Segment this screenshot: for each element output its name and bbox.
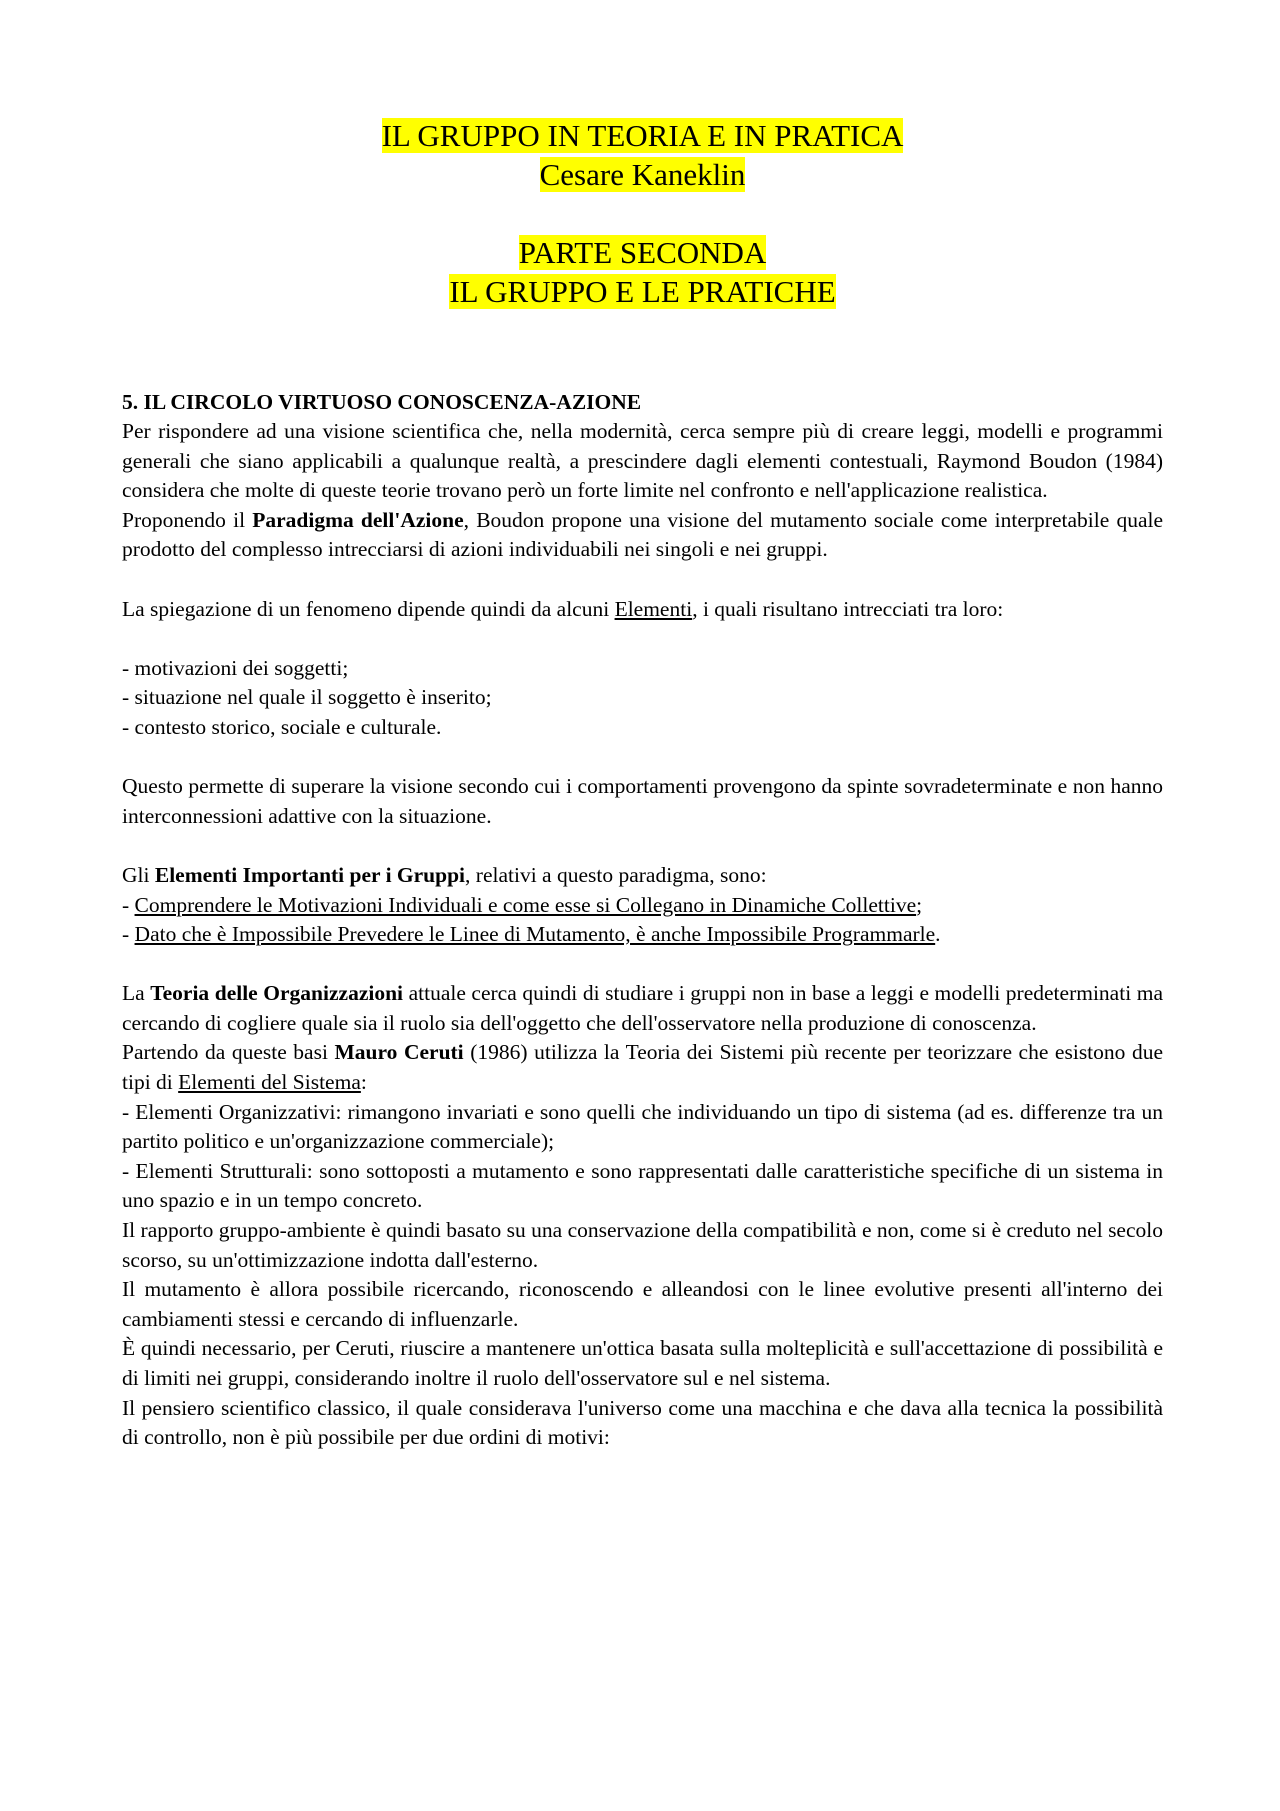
term-paradigma-azione: Paradigma dell'Azione	[252, 507, 464, 532]
part-title: IL GRUPPO E LE PRATICHE	[449, 274, 836, 309]
paragraph-6: La Teoria delle Organizzazioni attuale cerca quindi di studiare i gruppi non in base a leggi e modelli predeterminati ma cercando di cogliere quale sia il ruolo sia dell'oggetto che dell'osservatore nella produzione di conoscenza.	[122, 981, 1163, 1035]
paragraph-5: Gli Elementi Importanti per i Gruppi, relativi a questo paradigma, sono:	[122, 862, 767, 887]
term-elementi: Elementi	[614, 596, 693, 621]
document-body	[122, 417, 1163, 1453]
paragraph-11: Il mutamento è allora possibile ricercando, riconoscendo e alleandosi con le linee evolutive presenti all'interno dei cambiamenti stessi e cercando di influenzarle.	[122, 1277, 1163, 1331]
paragraph-13: Il pensiero scientifico classico, il quale considerava l'universo come una macchina e che dava alla tecnica la possibilità di controllo, non è più possibile per due ordini di motivi:	[122, 1395, 1163, 1450]
term-elementi-sistema: Elementi del Sistema	[178, 1070, 361, 1095]
list-item: - contesto storico, sociale e culturale.	[122, 714, 442, 739]
part-label: PARTE SECONDA	[518, 235, 767, 270]
paragraph-10: Il rapporto gruppo-ambiente è quindi basato su una conservazione della compatibilità e non, come si è creduto nel secolo scorso, su un'ottimizzazione indotta dall'esterno.	[122, 1218, 1163, 1272]
term-elementi-importanti: Elementi Importanti per i Gruppi	[154, 862, 466, 887]
title-block	[122, 116, 1163, 311]
paragraph-1: Per rispondere ad una visione scientifica che, nella modernità, cerca sempre più di creare leggi, modelli e programmi generali che siano applicabili a qualunque realtà, a prescindere dagli elementi contestuali, Raymond Boudon (1984) considera che molte di queste teorie trovano però un forte limite nel confronto e nell'applicazione realistica.	[122, 419, 1163, 503]
list-item: - situazione nel quale il soggetto è inserito;	[122, 685, 492, 710]
document-author: Cesare Kaneklin	[539, 157, 746, 192]
term-mauro-ceruti: Mauro Ceruti	[334, 1040, 464, 1065]
paragraph-3: La spiegazione di un fenomeno dipende quindi da alcuni Elementi, i quali risultano intrecciati tra loro:	[122, 596, 1004, 621]
paragraph-7: Partendo da queste basi Mauro Ceruti (1986) utilizza la Teoria dei Sistemi più recente per teorizzare che esistono due tipi di Elementi del Sistema:	[122, 1040, 1164, 1095]
document-title: IL GRUPPO IN TEORIA E IN PRATICA	[381, 118, 904, 153]
term-teoria-organizzazioni: Teoria delle Organizzazioni	[150, 981, 404, 1006]
list-item: - Dato che è Impossibile Prevedere le Linee di Mutamento, è anche Impossibile Programmarle.	[122, 922, 941, 947]
section-heading: 5. IL CIRCOLO VIRTUOSO CONOSCENZA-AZIONE	[122, 390, 642, 414]
paragraph-8: - Elementi Organizzativi: rimangono invariati e sono quelli che individuando un tipo di sistema (ad es. differenze tra un partito politico e un'organizzazione commerciale);	[122, 1099, 1163, 1154]
paragraph-9: - Elementi Strutturali: sono sottoposti a mutamento e sono rappresentati dalle caratteristiche specifiche di un sistema in uno spazio e in un tempo concreto.	[122, 1158, 1163, 1213]
list-item: - Comprendere le Motivazioni Individuali e come esse si Collegano in Dinamiche Collettive;	[122, 892, 923, 917]
paragraph-2: Proponendo il Paradigma dell'Azione, Boudon propone una visione del mutamento sociale come interpretabile quale prodotto del complesso intrecciarsi di azioni individuabili nei singoli e nei gruppi.	[122, 507, 1163, 562]
list-item: - motivazioni dei soggetti;	[122, 655, 349, 680]
paragraph-12: È quindi necessario, per Ceruti, riuscire a mantenere un'ottica basata sulla molteplicità e sull'accettazione di possibilità e di limiti nei gruppi, considerando inoltre il ruolo dell'osservatore sul e nel sistema.	[122, 1336, 1163, 1390]
paragraph-4: Questo permette di superare la visione secondo cui i comportamenti provengono da spinte sovradeterminate e non hanno interconnessioni adattive con la situazione.	[122, 774, 1163, 828]
